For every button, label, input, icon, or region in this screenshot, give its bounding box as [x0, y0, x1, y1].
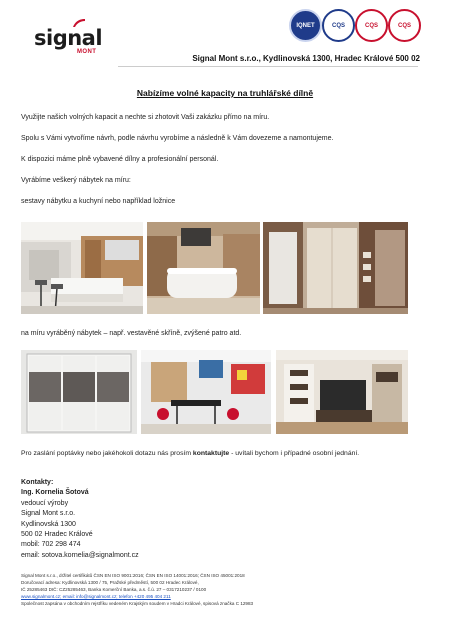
company-address: Signal Mont s.r.o., Kydlinovská 1300, Hradec Králové 500 02 — [192, 54, 420, 63]
contact-request-line: Pro zaslání poptávky nebo jakéhokoli dotazu nás prosím kontaktujte - uvítali bychom i případné osobní jednání. — [21, 450, 360, 457]
contacts-heading: Kontakty: — [21, 479, 54, 486]
contacts-block — [21, 478, 139, 561]
photo-loft-room — [141, 350, 271, 434]
contact-company: Signal Mont s.r.o. — [21, 510, 76, 518]
photo-reception — [147, 222, 260, 314]
footer-web-link[interactable]: www.signalmont.cz; email: info@signalmont.cz; telefon +420 495 404 211 — [21, 594, 171, 599]
paragraph-2: Spolu s Vámi vytvoříme návrh, podle návrhu vyrobíme a následně k Vám dovezeme a namontujeme. — [21, 135, 334, 142]
header-divider — [118, 66, 418, 67]
contact-request-bold: kontaktujte — [192, 450, 230, 457]
paragraph-4: Vyrábíme veškerý nábytek na míru: — [21, 177, 131, 184]
contact-mobile: mobil: 702 298 474 — [21, 541, 81, 549]
photo-kitchen — [21, 222, 143, 314]
footer-line-2: Doručovací adresa: Kydlinovská 1300 / 75, Pražské předměstí, 500 02 Hradec Králové, — [21, 580, 199, 585]
paragraph-5: sestavy nábytku a kuchyní nebo například ložnice — [21, 198, 176, 205]
photo-sliding-wardrobe — [21, 350, 137, 434]
footer-line-1: Signal Mont s.r.o., držitel certifikátů ČSN EN ISO 9001:2016; ČSN EN ISO 14001:2016; ČSN ISO 45001:2018 — [21, 573, 245, 578]
photo-wardrobe — [263, 222, 408, 314]
page-title: Nabízíme volné kapacity na truhlářské dílně — [136, 88, 314, 98]
paragraph-3: K dispozici máme plně vybavené dílny a profesionální personál. — [21, 156, 219, 163]
cqs-cert-badge-2: CQS — [355, 9, 388, 42]
logo-text: signal — [34, 26, 103, 50]
caption-row-2: na míru vyráběný nábytek – např. vestavěné skříně, zvýšené patro atd. — [21, 330, 242, 337]
iqnet-cert-badge: IQNET — [289, 9, 322, 42]
footer-line-5: Společnost zapsána v obchodním rejstříku vedeném Krajským soudem v Hradci Králové, spisová značka C 12983 — [21, 601, 254, 606]
contact-name: Ing. Kornelia Šotová — [21, 489, 89, 497]
footer-line-3: IČ 25285463 DIČ: CZ25285463, Banka Komerční Banka, a.s. č.ú. 27 – 0317210237 / 0100 — [21, 587, 207, 592]
contact-email[interactable]: email: sotova.kornelia@signalmont.cz — [21, 551, 139, 559]
company-logo — [34, 22, 104, 55]
photo-living-room — [276, 350, 408, 434]
cqs-cert-badge-3: CQS — [388, 9, 421, 42]
logo-sub: MONT — [77, 49, 97, 55]
contact-city: 500 02 Hradec Králové — [21, 531, 93, 539]
contact-role: vedoucí výroby — [21, 499, 69, 507]
cqs-cert-badge-1: CQS — [322, 9, 355, 42]
paragraph-1: Využijte našich volných kapacit a nechte si zhotovit Vaši zakázku přímo na míru. — [21, 114, 270, 121]
contact-street: Kydlinovská 1300 — [21, 520, 76, 528]
